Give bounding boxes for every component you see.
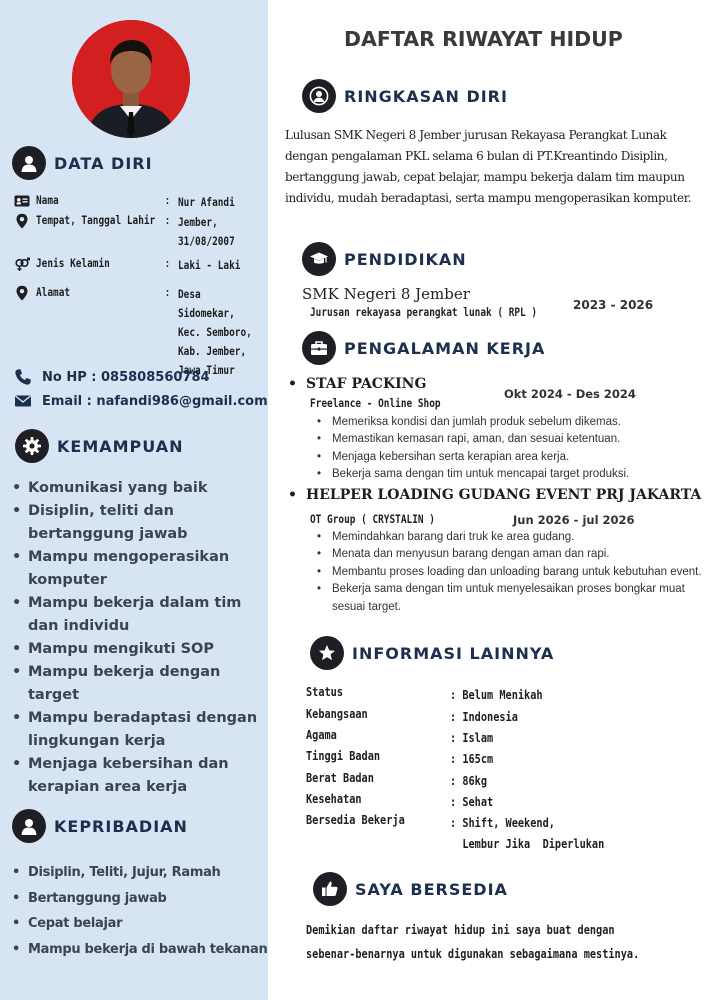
phone-icon [14, 368, 32, 386]
location-pin-icon [12, 285, 32, 301]
list-item: • Disiplin, Teliti, Jujur, Ramah [10, 860, 264, 886]
list-item: • Menata dan menyusun barang dengan aman dan rapi. [315, 546, 705, 563]
job-company: Freelance - Online Shop [310, 396, 441, 410]
phone-text: No HP : 085808560784 [42, 369, 210, 385]
info-value: Laki - Laki [178, 258, 241, 272]
user-icon [302, 79, 336, 113]
job-period: Jun 2026 - jul 2026 [513, 513, 635, 527]
kemampuan-header [15, 429, 184, 463]
bersedia-header [313, 872, 508, 906]
info-value: Nur Afandi [178, 195, 235, 209]
info-label: Nama [36, 193, 59, 207]
section-title: INFORMASI LAINNYA [352, 643, 555, 663]
school-name: SMK Negeri 8 Jember [302, 285, 470, 303]
email-text: Email : nafandi986@gmail.com [42, 393, 268, 409]
list-item: • Memindahkan barang dari truk ke area gudang. [315, 529, 705, 546]
list-item: • Menjaga kebersihan serta kerapian area kerja. [315, 449, 705, 466]
profile-photo [72, 20, 190, 138]
list-item: • Mampu bekerja dengan target [10, 661, 264, 707]
graduation-cap-icon [302, 242, 336, 276]
gear-icon [15, 429, 49, 463]
id-card-icon [12, 193, 32, 209]
list-item: • Komunikasi yang baik [10, 477, 264, 500]
section-title: KEPRIBADIAN [54, 816, 188, 836]
pengalaman-header [302, 331, 545, 365]
mail-icon [14, 392, 32, 410]
list-item: • Cepat belajar [10, 911, 264, 937]
list-item: • Mampu mengikuti SOP [10, 638, 264, 661]
section-title: SAYA BERSEDIA [355, 879, 508, 899]
skills-list [10, 477, 264, 799]
info-value: Desa Sidomekar, Kec. Semboro, Kab. Jember, Jawa Timur [178, 287, 252, 377]
section-title: PENDIDIKAN [344, 249, 467, 269]
section-title: DATA DIRI [54, 153, 153, 173]
traits-list [10, 860, 268, 962]
list-item: • Bekerja sama dengan tim untuk menyelesaikan proses bongkar muat sesuai target. [315, 581, 705, 616]
contact-phone [14, 368, 210, 386]
gender-icon [12, 256, 32, 272]
list-item: • Membantu proses loading dan unloading barang untuk kebutuhan event. [315, 564, 705, 581]
list-item: • Mampu bekerja dalam tim dan individu [10, 592, 264, 638]
job-title: • HELPER LOADING GUDANG EVENT PRJ JAKARTA [288, 487, 702, 503]
section-title: KEMAMPUAN [57, 436, 184, 456]
job-duties [315, 414, 705, 484]
informasi-header [310, 636, 554, 670]
info-value: Jember, 31/08/2007 [178, 215, 235, 248]
list-item: • Mampu bekerja di bawah tekanan [10, 937, 264, 963]
list-item: • Mampu beradaptasi dengan lingkungan kerja [10, 707, 264, 753]
list-item: • Bertanggung jawab [10, 886, 264, 912]
section-title: PENGALAMAN KERJA [344, 338, 546, 358]
sidebar: DATA DIRI Nama : Nur Afandi Tempat, Tanggal Lahir : Jember, 31/08/2007 Jenis Kelamin : Laki - Laki Alamat : Desa Sidomekar, Kec. Semboro, Kab. Jember, Jawa Timur No HP : 085808560784 Email : nafandi986@gmail.com KEMAMPUAN • Komunikasi yang baik • Disiplin, teliti dan bertanggung jawab • Mampu mengoperasikan komputer • Mampu bekerja dalam tim dan individu • Mampu mengikuti SOP • Mampu bekerja dengan target • Mampu beradaptasi dengan lingkungan kerja • Menjaga kebersihan dan kerapian area kerja KEPRIBADIAN • Disiplin, Teliti, Jujur, Ramah • Bertanggung jawab • Cepat belajar • Mampu bekerja di bawah tekanan [0, 0, 268, 1000]
list-item: • Memastikan kemasan rapi, aman, dan sesuai ketentuan. [315, 431, 705, 448]
school-major: Jurusan rekayasa perangkat lunak ( RPL ) [310, 305, 538, 319]
pendidikan-header [302, 242, 467, 276]
job-title: • STAF PACKING [288, 376, 427, 392]
location-pin-icon [12, 213, 32, 229]
kepribadian-header [12, 809, 188, 843]
person-photo-icon [72, 20, 190, 138]
section-title: RINGKASAN DIRI [344, 86, 508, 106]
info-label: Alamat [36, 285, 71, 299]
document-title: DAFTAR RIWAYAT HIDUP [344, 27, 623, 51]
job-company: OT Group ( CRYSTALIN ) [310, 512, 435, 526]
thumbs-up-icon [313, 872, 347, 906]
data-diri-header [12, 146, 153, 180]
briefcase-icon [302, 331, 336, 365]
job-duties [315, 529, 705, 616]
closing-statement: Demikian daftar riwayat hidup ini saya buat dengan sebenar-benarnya untuk digunakan sebagaimana mestinya. [306, 922, 640, 961]
list-item: • Mampu mengoperasikan komputer [10, 546, 264, 592]
list-item: • Menjaga kebersihan dan kerapian area kerja [10, 753, 264, 799]
school-years: 2023 - 2026 [573, 298, 654, 312]
list-item: • Bekerja sama dengan tim untuk mencapai target produksi. [315, 466, 705, 483]
contact-email [14, 392, 268, 410]
info-label: Jenis Kelamin [36, 256, 110, 270]
user-icon [12, 809, 46, 843]
list-item: • Disiplin, teliti dan bertanggung jawab [10, 500, 264, 546]
job-period: Okt 2024 - Des 2024 [504, 387, 636, 401]
info-label: Tempat, Tanggal Lahir [36, 213, 156, 227]
summary-text: Lulusan SMK Negeri 8 Jember jurusan Rekayasa Perangkat Lunak dengan pengalaman PKL selama 6 bulan di PT.Kreantindo Disiplin, bertanggung jawab, cepat belajar, mampu bekerja dalam tim maupun individu, mudah beradaptasi, serta mampu mengoperasikan komputer. [285, 128, 692, 205]
ringkasan-header [302, 79, 508, 113]
list-item: • Memeriksa kondisi dan jumlah produk sebelum dikemas. [315, 414, 705, 431]
star-icon [310, 636, 344, 670]
user-icon [12, 146, 46, 180]
